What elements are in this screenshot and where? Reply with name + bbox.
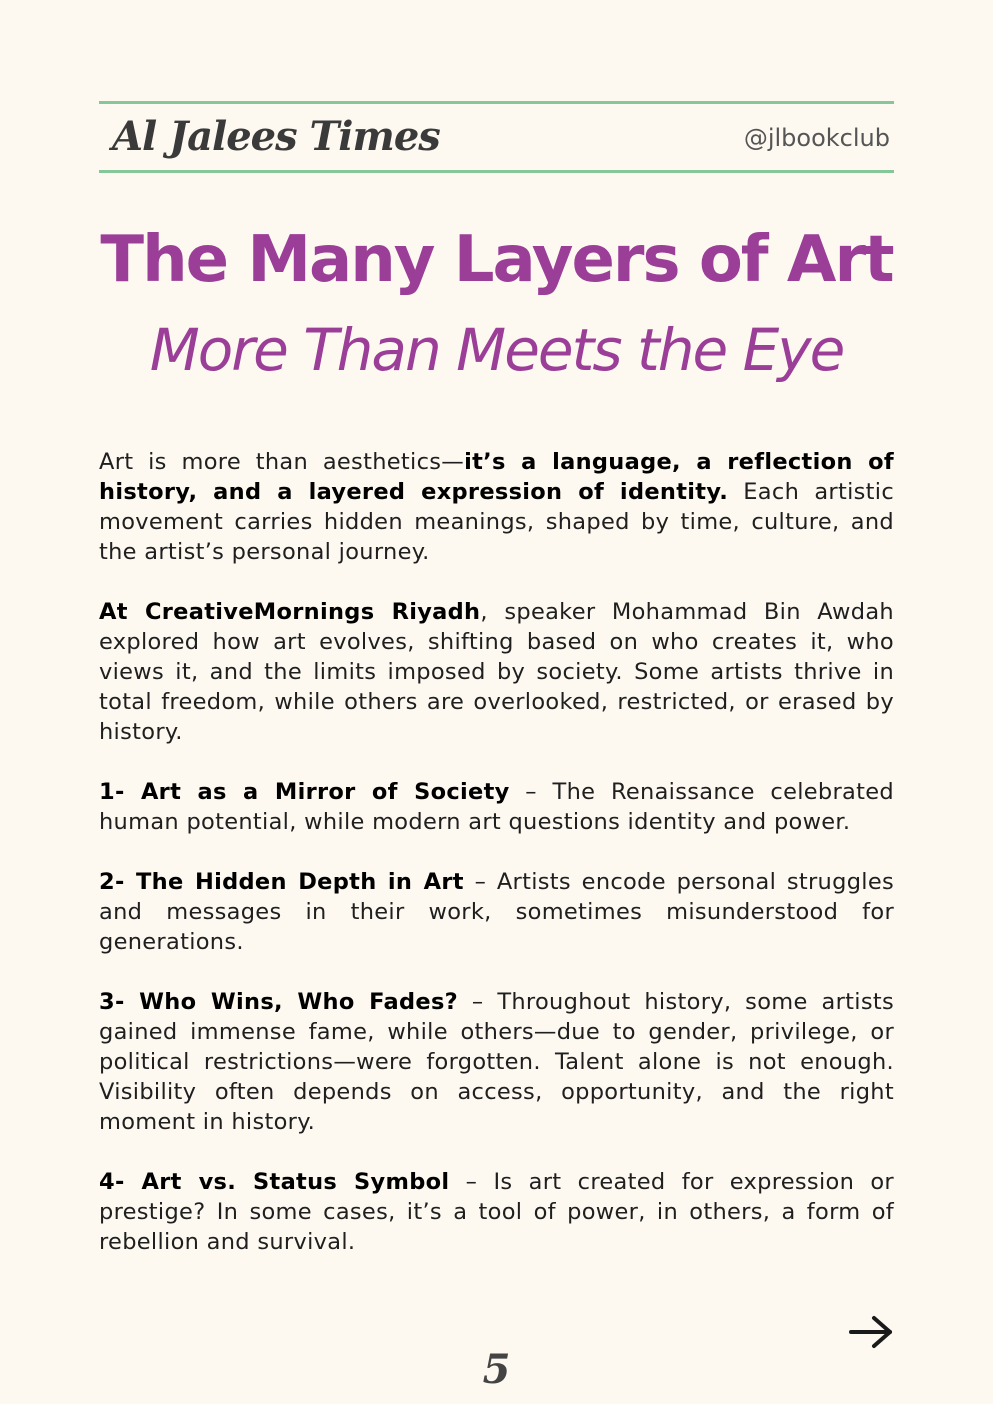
intro-rest: Each artistic movement carries hidden meanings, shaped by time, culture, and the artist’s personal journey. [99, 479, 894, 565]
point-heading: 4- Art vs. Status Symbol [99, 1169, 450, 1195]
event-name: At CreativeMornings Riyadh [99, 599, 481, 625]
intro-paragraph [99, 447, 894, 567]
point-heading: 2- The Hidden Depth in Art [99, 869, 464, 895]
article-title: The Many Layers of Art [100, 223, 893, 297]
article-subtitle: More Than Meets the Eye [149, 316, 844, 384]
point-paragraph [99, 867, 894, 957]
event-paragraph [99, 597, 894, 747]
intro-lead: Art is more than aesthetics— [99, 449, 465, 475]
point-paragraph [99, 1167, 894, 1257]
point-paragraph [99, 987, 894, 1137]
page-number: 5 [482, 1346, 511, 1393]
point-heading: 1- Art as a Mirror of Society [99, 779, 510, 805]
social-handle: @jlbookclub [743, 124, 890, 152]
point-paragraph [99, 777, 894, 837]
point-text: – Throughout history, some artists gained immense fame, while others—due to gender, privilege, or political restrictions—were forgotten. Talent alone is not enough. Visibility often depends on access, opportunity, and the right moment in history. [99, 989, 894, 1135]
article-body [99, 447, 894, 1287]
point-text: – Is art created for expression or prestige? In some cases, it’s a tool of power, in others, a form of rebellion and survival. [99, 1169, 894, 1255]
masthead-bar [99, 101, 894, 173]
point-text: – Artists encode personal struggles and messages in their work, sometimes misunderstood for generations. [99, 869, 894, 955]
event-description: , speaker Mohammad Bin Awdah explored how art evolves, shifting based on who creates it, who views it, and the limits imposed by society. Some artists thrive in total freedom, while others are overlooked, restricted, or erased by history. [99, 599, 894, 745]
publication-name: Al Jalees Times [112, 113, 440, 160]
point-text: – The Renaissance celebrated human potential, while modern art questions identity and power. [99, 779, 894, 835]
intro-emphasis: it’s a language, a reflection of history, and a layered expression of identity. [99, 449, 894, 505]
point-heading: 3- Who Wins, Who Fades? [99, 989, 459, 1015]
